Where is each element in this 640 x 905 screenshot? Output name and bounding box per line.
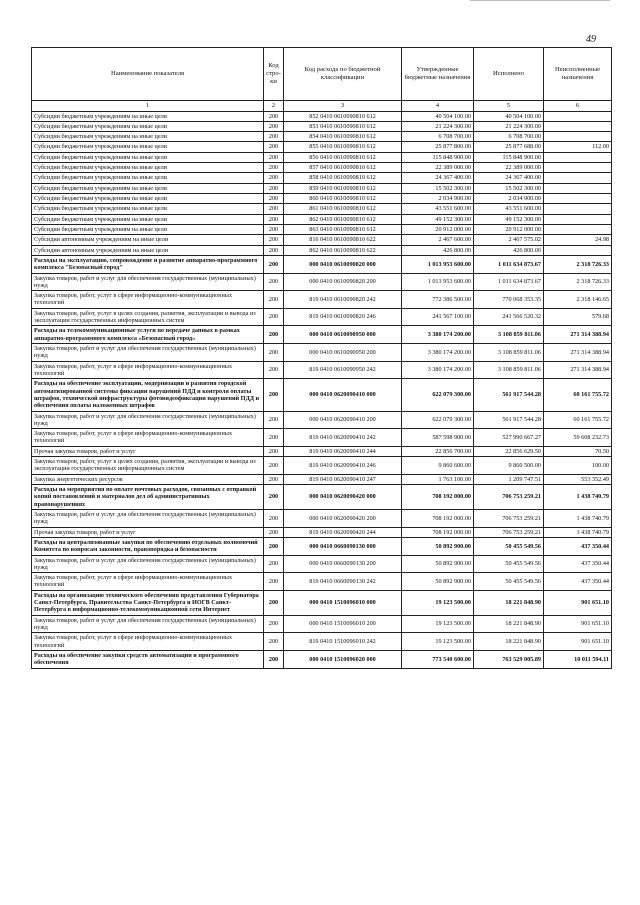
- row-name: Субсидии бюджетным учреждениям на иные цели: [32, 194, 264, 204]
- row-approved: 9 860 600.00: [402, 457, 474, 475]
- row-name: Закупка товаров, работ, услуг в сфере информационно-коммуникационных технологий: [32, 633, 264, 651]
- row-code: 200: [264, 291, 284, 309]
- row-code: 200: [264, 344, 284, 362]
- row-unexecuted: 24.98: [544, 235, 612, 245]
- row-unexecuted: [544, 173, 612, 183]
- row-code: 200: [264, 255, 284, 273]
- column-number: 3: [284, 101, 402, 112]
- row-class-code: 000 0410 0660090130 200: [284, 555, 402, 573]
- row-code: 200: [264, 204, 284, 214]
- row-name: Субсидии бюджетным учреждениям на иные цели: [32, 204, 264, 214]
- row-name: Закупка товаров, работ, услуг в сфере информационно-коммуникационных технологий: [32, 429, 264, 447]
- row-approved: 3 380 174 200.00: [402, 344, 474, 362]
- budget-execution-table: [31, 47, 612, 669]
- row-unexecuted: [544, 183, 612, 193]
- row-class-code: 861 0410 0610090810 612: [284, 204, 402, 214]
- row-executed: 21 224 300.00: [474, 121, 544, 131]
- table-row: [32, 163, 612, 173]
- row-code: 200: [264, 361, 284, 379]
- row-class-code: 000 0410 0610090820 200: [284, 273, 402, 291]
- row-class-code: 819 0410 0620090410 246: [284, 457, 402, 475]
- row-unexecuted: [544, 121, 612, 131]
- row-code: 200: [264, 111, 284, 121]
- scan-edge-line: [470, 0, 610, 5]
- row-approved: 622 079 300.00: [402, 411, 474, 429]
- table-row: [32, 183, 612, 193]
- row-name: Закупка товаров, работ, услуг в сфере информационно-коммуникационных технологий: [32, 291, 264, 309]
- row-code: 200: [264, 152, 284, 162]
- row-class-code: 863 0410 0610090810 612: [284, 224, 402, 234]
- row-code: 200: [264, 214, 284, 224]
- row-code: 200: [264, 590, 284, 615]
- row-class-code: 819 0410 0620090410 247: [284, 474, 402, 484]
- table-row: [32, 214, 612, 224]
- table-row: [32, 527, 612, 537]
- column-number: 1: [32, 101, 264, 112]
- row-unexecuted: 60 161 755.72: [544, 379, 612, 411]
- column-number: 4: [402, 101, 474, 112]
- row-name: Субсидии бюджетным учреждениям на иные цели: [32, 224, 264, 234]
- row-name: Субсидии бюджетным учреждениям на иные цели: [32, 152, 264, 162]
- row-class-code: 819 0410 0610090820 246: [284, 308, 402, 326]
- table-row: [32, 429, 612, 447]
- row-executed: 22 389 000.00: [474, 163, 544, 173]
- row-code: 200: [264, 457, 284, 475]
- table-row: [32, 457, 612, 475]
- row-unexecuted: 100.00: [544, 457, 612, 475]
- row-class-code: 819 0410 1510096010 242: [284, 633, 402, 651]
- row-name: Прочая закупка товаров, работ и услуг: [32, 446, 264, 456]
- row-unexecuted: 1 438 740.79: [544, 485, 612, 510]
- row-code: 200: [264, 446, 284, 456]
- row-approved: 20 912 000.00: [402, 224, 474, 234]
- table-row: [32, 308, 612, 326]
- row-executed: 763 529 005.89: [474, 650, 544, 668]
- row-executed: 3 108 859 811.06: [474, 344, 544, 362]
- row-class-code: 000 0410 1510096010 000: [284, 590, 402, 615]
- row-code: 200: [264, 235, 284, 245]
- row-unexecuted: 271 314 388.94: [544, 361, 612, 379]
- table-row: [32, 573, 612, 591]
- row-code: 200: [264, 555, 284, 573]
- row-code: 200: [264, 509, 284, 527]
- row-unexecuted: 60 161 755.72: [544, 411, 612, 429]
- row-executed: 770 068 353.35: [474, 291, 544, 309]
- row-class-code: 000 0410 1510096010 200: [284, 615, 402, 633]
- row-code: 200: [264, 132, 284, 142]
- row-approved: 19 123 500.00: [402, 590, 474, 615]
- row-executed: 18 221 848.90: [474, 633, 544, 651]
- table-row: [32, 590, 612, 615]
- row-executed: 527 990 667.27: [474, 429, 544, 447]
- header-class: Код расхода по бюджетной классификации: [284, 48, 402, 101]
- row-class-code: 855 0410 0610090810 612: [284, 142, 402, 152]
- row-class-code: 819 0410 0610090820 242: [284, 291, 402, 309]
- page-number: 49: [586, 34, 596, 45]
- table-row: [32, 194, 612, 204]
- row-unexecuted: 579.68: [544, 308, 612, 326]
- row-approved: 3 380 174 200.00: [402, 326, 474, 344]
- row-name: Субсидии бюджетным учреждениям на иные цели: [32, 111, 264, 121]
- row-code: 200: [264, 183, 284, 193]
- row-class-code: 000 0410 0620090410 000: [284, 379, 402, 411]
- row-name: Субсидии бюджетным учреждениям на иные цели: [32, 132, 264, 142]
- row-unexecuted: 59 608 232.73: [544, 429, 612, 447]
- row-unexecuted: 901 651.10: [544, 590, 612, 615]
- row-unexecuted: 70.50: [544, 446, 612, 456]
- row-approved: 241 567 100.00: [402, 308, 474, 326]
- row-code: 200: [264, 121, 284, 131]
- row-executed: 20 912 000.00: [474, 224, 544, 234]
- row-name: Закупка товаров, работ и услуг для обеспечения государственных (муниципальных) нужд: [32, 555, 264, 573]
- row-approved: 50 892 900.00: [402, 537, 474, 555]
- row-code: 200: [264, 650, 284, 668]
- row-unexecuted: 437 350.44: [544, 573, 612, 591]
- header-unexecuted: Неисполненные назначения: [544, 48, 612, 101]
- row-name: Расходы на централизованные закупки по обеспечению отдельных полномочий Комитета по вопросам законности, правопорядка и безопасности: [32, 537, 264, 555]
- table-row: [32, 111, 612, 121]
- row-unexecuted: 553 352.49: [544, 474, 612, 484]
- row-code: 200: [264, 245, 284, 255]
- row-code: 200: [264, 379, 284, 411]
- row-approved: 2 467 600.00: [402, 235, 474, 245]
- row-executed: 115 848 900.00: [474, 152, 544, 162]
- table-row: [32, 291, 612, 309]
- row-approved: 1 763 100.00: [402, 474, 474, 484]
- table-row: [32, 446, 612, 456]
- row-class-code: 819 0410 0620090410 244: [284, 446, 402, 456]
- row-executed: 15 502 300.00: [474, 183, 544, 193]
- row-approved: 19 123 500.00: [402, 615, 474, 633]
- column-number: 5: [474, 101, 544, 112]
- row-approved: 40 504 100.00: [402, 111, 474, 121]
- row-class-code: 819 0410 0610090950 242: [284, 361, 402, 379]
- row-approved: 115 848 900.00: [402, 152, 474, 162]
- table-row: [32, 537, 612, 555]
- row-approved: 49 152 300.00: [402, 214, 474, 224]
- table-row: [32, 485, 612, 510]
- row-class-code: 819 0410 0620090410 242: [284, 429, 402, 447]
- row-code: 200: [264, 308, 284, 326]
- header-executed: Исполнено: [474, 48, 544, 101]
- header-approved: Утвержденные бюджетные назначения: [402, 48, 474, 101]
- row-name: Закупка товаров, работ и услуг для обеспечения государственных (муниципальных) нужд: [32, 509, 264, 527]
- row-approved: 708 192 000.00: [402, 527, 474, 537]
- row-executed: 706 753 259.21: [474, 509, 544, 527]
- table-row: [32, 173, 612, 183]
- row-approved: 15 502 300.00: [402, 183, 474, 193]
- row-name: Субсидии бюджетным учреждениям на иные цели: [32, 163, 264, 173]
- row-unexecuted: 437 350.44: [544, 555, 612, 573]
- row-name: Закупка товаров, работ и услуг для обеспечения государственных (муниципальных) нужд: [32, 615, 264, 633]
- row-class-code: 000 0410 0620090420 000: [284, 485, 402, 510]
- row-name: Субсидии бюджетным учреждениям на иные цели: [32, 142, 264, 152]
- row-name: Расходы на телекоммуникационные услуги по передаче данных в рамках аппаратно-программного комплекса «Безопасный город»: [32, 326, 264, 344]
- row-name: Субсидии бюджетным учреждениям на иные цели: [32, 183, 264, 193]
- row-approved: 1 013 953 600.00: [402, 255, 474, 273]
- row-class-code: 816 0410 0610090810 622: [284, 235, 402, 245]
- row-class-code: 000 0410 0620090420 200: [284, 509, 402, 527]
- row-unexecuted: 901 651.10: [544, 633, 612, 651]
- table-row: [32, 152, 612, 162]
- row-executed: 2 467 575.02: [474, 235, 544, 245]
- row-unexecuted: 901 651.10: [544, 615, 612, 633]
- row-executed: 1 209 747.51: [474, 474, 544, 484]
- row-unexecuted: [544, 132, 612, 142]
- table-row: [32, 633, 612, 651]
- row-code: 200: [264, 163, 284, 173]
- table-body: [32, 111, 612, 668]
- row-executed: 706 753 259.21: [474, 485, 544, 510]
- row-name: Субсидии бюджетным учреждениям на иные цели: [32, 121, 264, 131]
- table-row: [32, 379, 612, 411]
- row-name: Расходы на эксплуатацию, сопровождение и развитие аппаратно-программного комплекса "Безопасный город": [32, 255, 264, 273]
- row-name: Закупка товаров, работ, услуг в целях создания, развития, эксплуатации и вывода из эксплуатации государственных информационных систем: [32, 308, 264, 326]
- row-code: 200: [264, 633, 284, 651]
- row-class-code: 854 0410 0610090810 612: [284, 132, 402, 142]
- row-approved: 43 551 600.00: [402, 204, 474, 214]
- row-name: Субсидии автономным учреждениям на иные цели: [32, 245, 264, 255]
- row-unexecuted: [544, 194, 612, 204]
- row-executed: 24 367 400.00: [474, 173, 544, 183]
- header-name: Наименование показателя: [32, 48, 264, 101]
- table-row: [32, 255, 612, 273]
- row-code: 200: [264, 273, 284, 291]
- row-executed: 50 455 549.56: [474, 573, 544, 591]
- table-row: [32, 411, 612, 429]
- row-code: 200: [264, 615, 284, 633]
- row-code: 200: [264, 537, 284, 555]
- row-executed: 426 800.00: [474, 245, 544, 255]
- row-unexecuted: 437 350.44: [544, 537, 612, 555]
- row-unexecuted: [544, 163, 612, 173]
- row-executed: 241 566 520.32: [474, 308, 544, 326]
- row-unexecuted: 1 438 740.79: [544, 509, 612, 527]
- row-code: 200: [264, 527, 284, 537]
- row-class-code: 856 0410 0610090810 612: [284, 152, 402, 162]
- row-name: Закупка товаров, работ и услуг для обеспечения государственных (муниципальных) нужд: [32, 411, 264, 429]
- row-code: 200: [264, 173, 284, 183]
- table-row: [32, 121, 612, 131]
- row-approved: 708 192 000.00: [402, 485, 474, 510]
- row-unexecuted: 112.00: [544, 142, 612, 152]
- row-executed: 1 011 634 873.67: [474, 255, 544, 273]
- row-executed: 40 504 100.00: [474, 111, 544, 121]
- table-row: [32, 555, 612, 573]
- row-approved: 19 123 500.00: [402, 633, 474, 651]
- row-executed: 9 860 500.00: [474, 457, 544, 475]
- row-class-code: 860 0410 0610090810 612: [284, 194, 402, 204]
- row-code: 200: [264, 194, 284, 204]
- row-unexecuted: [544, 152, 612, 162]
- row-executed: 18 221 848.90: [474, 590, 544, 615]
- table-row: [32, 224, 612, 234]
- row-approved: 22 856 700.00: [402, 446, 474, 456]
- row-code: 200: [264, 429, 284, 447]
- table-row: [32, 235, 612, 245]
- row-name: Расходы на мероприятия по оплате почтовых расходов, связанных с отправкой копий постановлений и материалов дел об административных правонарушениях: [32, 485, 264, 510]
- row-code: 200: [264, 573, 284, 591]
- row-executed: 3 108 859 811.06: [474, 361, 544, 379]
- row-name: Закупка товаров, работ и услуг для обеспечения государственных (муниципальных) нужд: [32, 344, 264, 362]
- row-name: Субсидии автономным учреждениям на иные цели: [32, 235, 264, 245]
- row-unexecuted: 1 438 740.79: [544, 527, 612, 537]
- row-code: 200: [264, 474, 284, 484]
- row-unexecuted: [544, 245, 612, 255]
- row-class-code: 852 0410 0610090810 612: [284, 111, 402, 121]
- row-executed: 2 034 900.00: [474, 194, 544, 204]
- row-executed: 1 011 634 873.67: [474, 273, 544, 291]
- table-row: [32, 615, 612, 633]
- column-number: 2: [264, 101, 284, 112]
- row-name: Расходы на организацию технического обеспечения представления Губернатора Санкт-Петербурга, Правительства Санкт-Петербурга и ИОГВ Санкт-Петербурга в информационно-телекоммуникационной сети Интернет: [32, 590, 264, 615]
- row-code: 200: [264, 411, 284, 429]
- row-executed: 18 221 848.90: [474, 615, 544, 633]
- row-executed: 6 708 700.00: [474, 132, 544, 142]
- row-executed: 50 455 549.56: [474, 537, 544, 555]
- row-approved: 6 708 700.00: [402, 132, 474, 142]
- row-name: Прочая закупка товаров, работ и услуг: [32, 527, 264, 537]
- row-code: 200: [264, 485, 284, 510]
- row-executed: 43 551 600.00: [474, 204, 544, 214]
- row-name: Субсидии бюджетным учреждениям на иные цели: [32, 173, 264, 183]
- row-approved: 25 877 800.00: [402, 142, 474, 152]
- row-unexecuted: [544, 214, 612, 224]
- row-class-code: 853 0410 0610090810 612: [284, 121, 402, 131]
- row-approved: 426 800.00: [402, 245, 474, 255]
- row-class-code: 000 0410 0620090410 200: [284, 411, 402, 429]
- row-class-code: 859 0410 0610090810 612: [284, 183, 402, 193]
- row-approved: 773 540 600.00: [402, 650, 474, 668]
- row-unexecuted: 271 314 388.94: [544, 344, 612, 362]
- row-class-code: 000 0410 0660090130 000: [284, 537, 402, 555]
- row-executed: 706 753 259.21: [474, 527, 544, 537]
- row-class-code: 862 0410 0610090810 622: [284, 245, 402, 255]
- row-approved: 622 079 300.00: [402, 379, 474, 411]
- row-unexecuted: 10 011 594.11: [544, 650, 612, 668]
- row-class-code: 819 0410 0660090130 242: [284, 573, 402, 591]
- row-code: 200: [264, 142, 284, 152]
- row-executed: 22 856 629.50: [474, 446, 544, 456]
- row-approved: 24 367 400.00: [402, 173, 474, 183]
- row-approved: 1 013 953 600.00: [402, 273, 474, 291]
- row-executed: 561 917 544.28: [474, 411, 544, 429]
- row-unexecuted: [544, 111, 612, 121]
- table-row: [32, 650, 612, 668]
- row-class-code: 000 0410 0610090820 000: [284, 255, 402, 273]
- table-row: [32, 142, 612, 152]
- table-row: [32, 132, 612, 142]
- table-row: [32, 273, 612, 291]
- row-class-code: 000 0410 0610090950 000: [284, 326, 402, 344]
- row-executed: 49 152 300.00: [474, 214, 544, 224]
- row-approved: 708 192 000.00: [402, 509, 474, 527]
- column-number-row: [32, 101, 612, 112]
- row-unexecuted: 271 314 388.94: [544, 326, 612, 344]
- row-executed: 25 877 688.00: [474, 142, 544, 152]
- row-name: Закупка товаров, работ и услуг для обеспечения государственных (муниципальных) нужд: [32, 273, 264, 291]
- row-name: Расходы на обеспечение эксплуатации, модернизации и развития городской автоматизированной системы фиксации нарушений ПДД и контроля оплаты штрафов, технической инфраструктуры фотовидеофиксации нарушений ПДД и обеспечения оплаты наложенных штрафов: [32, 379, 264, 411]
- row-approved: 3 380 174 200.00: [402, 361, 474, 379]
- column-number: 6: [544, 101, 612, 112]
- row-approved: 2 034 900.00: [402, 194, 474, 204]
- row-name: Закупка энергетических ресурсов: [32, 474, 264, 484]
- table-row: [32, 474, 612, 484]
- row-name: Субсидии бюджетным учреждениям на иные цели: [32, 214, 264, 224]
- table-row: [32, 344, 612, 362]
- row-approved: 22 389 000.00: [402, 163, 474, 173]
- table-row: [32, 326, 612, 344]
- row-code: 200: [264, 224, 284, 234]
- row-approved: 587 598 900.00: [402, 429, 474, 447]
- row-executed: 50 455 549.56: [474, 555, 544, 573]
- row-name: Расходы на обеспечение закупки средств автоматизации и программного обеспечения: [32, 650, 264, 668]
- row-class-code: 858 0410 0610090810 612: [284, 173, 402, 183]
- row-approved: 21 224 300.00: [402, 121, 474, 131]
- row-approved: 50 892 900.00: [402, 573, 474, 591]
- row-class-code: 000 0410 0610090950 200: [284, 344, 402, 362]
- table-row: [32, 361, 612, 379]
- row-approved: 772 386 500.00: [402, 291, 474, 309]
- row-unexecuted: 2 318 726.33: [544, 273, 612, 291]
- row-executed: 561 917 544.28: [474, 379, 544, 411]
- row-name: Закупка товаров, работ, услуг в сфере информационно-коммуникационных технологий: [32, 361, 264, 379]
- row-approved: 50 892 900.00: [402, 555, 474, 573]
- row-unexecuted: 2 318 146.65: [544, 291, 612, 309]
- table-row: [32, 509, 612, 527]
- header-code: Код стро-ки: [264, 48, 284, 101]
- row-executed: 3 108 859 811.06: [474, 326, 544, 344]
- row-unexecuted: [544, 224, 612, 234]
- row-class-code: 862 0410 0610090810 612: [284, 214, 402, 224]
- table-row: [32, 245, 612, 255]
- table-row: [32, 204, 612, 214]
- table-header-row: [32, 48, 612, 101]
- row-class-code: 857 0410 0610090810 612: [284, 163, 402, 173]
- row-name: Закупка товаров, работ, услуг в сфере информационно-коммуникационных технологий: [32, 573, 264, 591]
- row-name: Закупка товаров, работ, услуг в целях создания, развития, эксплуатации и вывода из эксплуатации государственных информационных систем: [32, 457, 264, 475]
- row-class-code: 000 0410 1510096020 000: [284, 650, 402, 668]
- row-class-code: 819 0410 0620090420 244: [284, 527, 402, 537]
- row-unexecuted: [544, 204, 612, 214]
- row-unexecuted: 2 318 726.33: [544, 255, 612, 273]
- row-code: 200: [264, 326, 284, 344]
